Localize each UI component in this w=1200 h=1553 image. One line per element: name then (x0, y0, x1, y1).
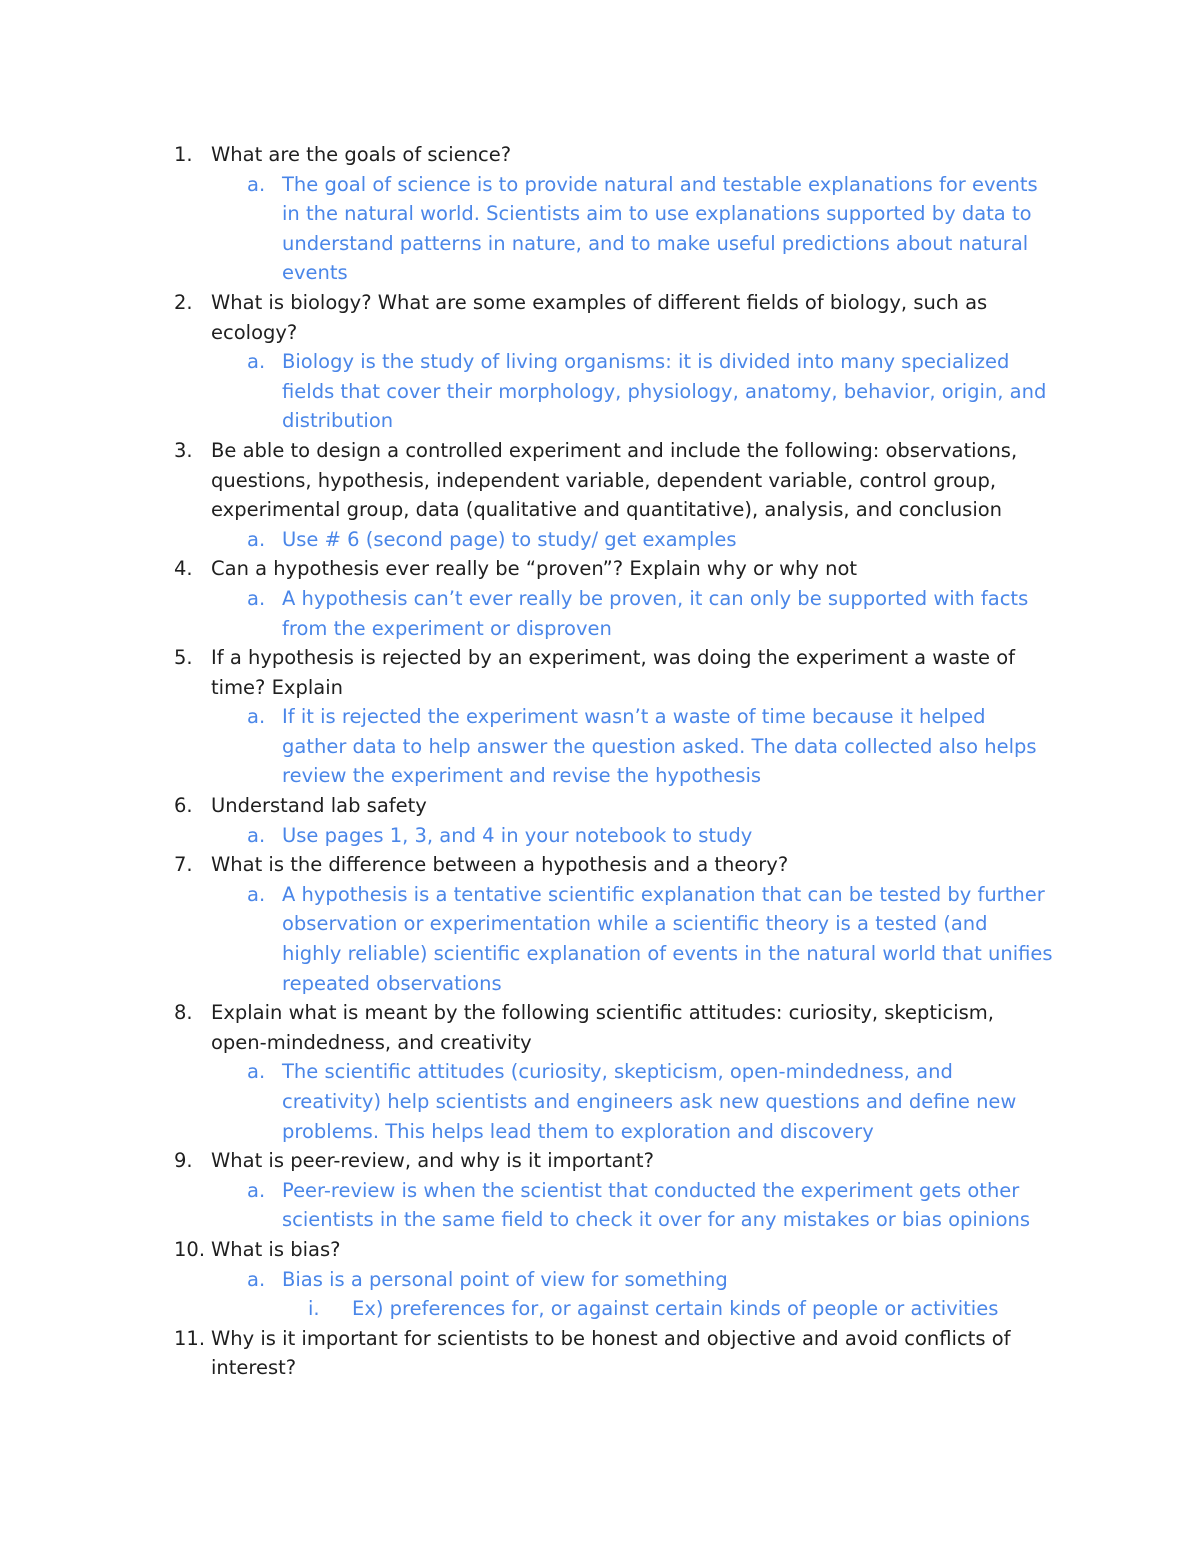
list-marker: 5. (174, 646, 193, 670)
question-item (0, 791, 1200, 821)
text-line (0, 880, 1200, 910)
text-line (0, 377, 1200, 407)
question-text: experimental group, data (qualitative and quantitative), analysis, and conclusion (211, 498, 1003, 522)
list-marker: 6. (174, 794, 193, 818)
text-line (0, 318, 1200, 348)
list-marker: 11. (174, 1326, 206, 1350)
text-line (0, 525, 1200, 555)
list-marker: 9. (174, 1149, 193, 1173)
answer-item (0, 347, 1200, 436)
text-line (0, 614, 1200, 644)
question-text: If a hypothesis is rejected by an experiment, was doing the experiment a waste of (211, 646, 1016, 670)
answer-text: Bias is a personal point of view for something (282, 1267, 728, 1291)
question-item (0, 1146, 1200, 1176)
list-marker: a. (247, 1060, 266, 1084)
text-line (0, 1294, 1200, 1324)
text-line (0, 791, 1200, 821)
question-item (0, 998, 1200, 1057)
list-marker: a. (247, 527, 266, 551)
answer-item (0, 525, 1200, 555)
list-marker: a. (247, 1267, 266, 1291)
answer-item (0, 1265, 1200, 1295)
sub-answer-item (0, 1294, 1200, 1324)
list-marker: 4. (174, 557, 193, 581)
answer-text: gather data to help answer the question asked. The data collected also helps (282, 734, 1037, 758)
text-line (0, 347, 1200, 377)
text-line (0, 761, 1200, 791)
text-line (0, 1176, 1200, 1206)
text-line (0, 1265, 1200, 1295)
answer-text: Biology is the study of living organisms: it is divided into many specialized (282, 350, 1010, 374)
question-text: questions, hypothesis, independent variable, dependent variable, control group, (211, 468, 997, 492)
answer-text: Ex) preferences for, or against certain kinds of people or activities (352, 1297, 999, 1321)
text-line (0, 554, 1200, 584)
question-item (0, 140, 1200, 170)
text-line (0, 229, 1200, 259)
answer-item (0, 170, 1200, 288)
question-text: What is bias? (211, 1237, 341, 1261)
question-text: Be able to design a controlled experiment and include the following: observations, (211, 438, 1018, 462)
text-line (0, 821, 1200, 851)
text-line (0, 732, 1200, 762)
text-line (0, 909, 1200, 939)
text-line (0, 466, 1200, 496)
question-item (0, 850, 1200, 880)
answer-text: in the natural world. Scientists aim to use explanations supported by data to (282, 202, 1032, 226)
answer-text: fields that cover their morphology, physiology, anatomy, behavior, origin, and (282, 379, 1047, 403)
answer-text: The scientific attitudes (curiosity, skepticism, open-mindedness, and (282, 1060, 953, 1084)
text-line (0, 170, 1200, 200)
answer-text: repeated observations (282, 971, 502, 995)
question-text: Understand lab safety (211, 794, 427, 818)
question-item (0, 554, 1200, 584)
text-line (0, 1324, 1200, 1354)
document-page (0, 140, 1200, 1383)
question-text: What are the goals of science? (211, 143, 512, 166)
list-marker: i. (308, 1297, 320, 1321)
answer-text: scientists in the same field to check it over for any mistakes or bias opinions (282, 1208, 1031, 1232)
text-line (0, 702, 1200, 732)
text-line (0, 199, 1200, 229)
question-text: What is biology? What are some examples of different fields of biology, such as (211, 290, 988, 314)
text-line (0, 584, 1200, 614)
text-line (0, 1057, 1200, 1087)
question-text: ecology? (211, 320, 298, 344)
answer-item (0, 1057, 1200, 1146)
list-marker: a. (247, 172, 266, 196)
answer-text: distribution (282, 409, 394, 433)
answer-text: Use # 6 (second page) to study/ get examples (282, 527, 737, 551)
answer-item (0, 1176, 1200, 1235)
answer-text: highly reliable) scientific explanation of events in the natural world that unifies (282, 942, 1053, 966)
list-marker: a. (247, 705, 266, 729)
question-text: What is peer-review, and why is it important? (211, 1149, 654, 1173)
text-line (0, 436, 1200, 466)
text-line (0, 1028, 1200, 1058)
answer-item (0, 584, 1200, 643)
list-marker: 3. (174, 438, 193, 462)
list-marker: a. (247, 350, 266, 374)
answer-text: observation or experimentation while a scientific theory is a tested (and (282, 912, 988, 936)
list-marker: 1. (174, 143, 193, 166)
answer-text: Use pages 1, 3, and 4 in your notebook to study (282, 823, 753, 847)
list-marker: 8. (174, 1001, 193, 1025)
answer-text: If it is rejected the experiment wasn’t a waste of time because it helped (282, 705, 986, 729)
question-text: Can a hypothesis ever really be “proven”? Explain why or why not (211, 557, 858, 581)
list-marker: a. (247, 1178, 266, 1202)
question-text: What is the difference between a hypothesis and a theory? (211, 853, 789, 877)
list-marker: 7. (174, 853, 193, 877)
text-line (0, 1205, 1200, 1235)
list-marker: 2. (174, 290, 193, 314)
answer-text: A hypothesis is a tentative scientific explanation that can be tested by further (282, 882, 1045, 906)
answer-item (0, 702, 1200, 791)
answer-text: creativity) help scientists and engineers ask new questions and define new (282, 1090, 1017, 1113)
text-line (0, 939, 1200, 969)
answer-text: A hypothesis can’t ever really be proven, it can only be supported with facts (282, 586, 1029, 610)
question-item (0, 643, 1200, 702)
text-line (0, 1117, 1200, 1147)
text-line (0, 258, 1200, 288)
question-item (0, 1235, 1200, 1265)
answer-text: events (282, 261, 348, 285)
answer-text: review the experiment and revise the hypothesis (282, 764, 762, 788)
list-marker: 10. (174, 1237, 206, 1261)
answer-text: from the experiment or disproven (282, 616, 612, 640)
question-text: Why is it important for scientists to be honest and objective and avoid conflicts of (211, 1326, 1011, 1350)
question-text: open-mindedness, and creativity (211, 1030, 532, 1054)
question-text: Explain what is meant by the following scientific attitudes: curiosity, skepticism, (211, 1001, 994, 1025)
text-line (0, 140, 1200, 170)
text-line (0, 673, 1200, 703)
answer-text: Peer-review is when the scientist that conducted the experiment gets other (282, 1178, 1020, 1202)
question-text: interest? (211, 1356, 297, 1380)
text-line (0, 495, 1200, 525)
answer-text: The goal of science is to provide natural and testable explanations for events (282, 172, 1038, 196)
answer-text: problems. This helps lead them to exploration and discovery (282, 1119, 874, 1143)
question-item (0, 288, 1200, 347)
text-line (0, 1146, 1200, 1176)
answer-item (0, 821, 1200, 851)
question-item (0, 436, 1200, 525)
text-line (0, 1235, 1200, 1265)
text-line (0, 969, 1200, 999)
text-line (0, 1087, 1200, 1117)
list-marker: a. (247, 882, 266, 906)
text-line (0, 288, 1200, 318)
list-marker: a. (247, 586, 266, 610)
text-line (0, 1353, 1200, 1383)
text-line (0, 643, 1200, 673)
text-line (0, 998, 1200, 1028)
text-line (0, 406, 1200, 436)
question-text: time? Explain (211, 675, 343, 699)
list-marker: a. (247, 823, 266, 847)
question-item (0, 1324, 1200, 1383)
text-line (0, 850, 1200, 880)
answer-text: understand patterns in nature, and to make useful predictions about natural (282, 231, 1029, 255)
answer-item (0, 880, 1200, 998)
